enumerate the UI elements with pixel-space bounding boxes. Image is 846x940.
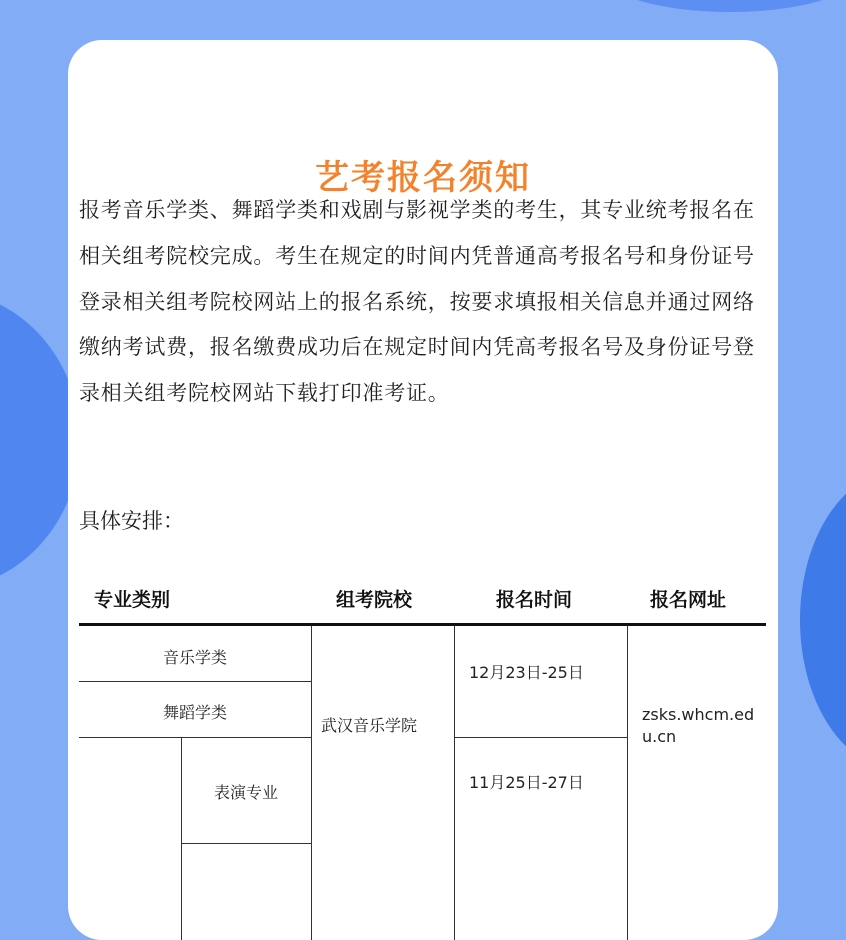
page-title: 艺考报名须知 bbox=[315, 158, 531, 198]
notice-card bbox=[68, 40, 778, 940]
grid-line bbox=[79, 737, 311, 738]
grid-line bbox=[181, 737, 182, 940]
header-time: 报名时间 bbox=[496, 589, 573, 611]
header-school: 组考院校 bbox=[336, 589, 413, 611]
category-dance: 舞蹈学类 bbox=[162, 703, 227, 722]
grid-line bbox=[311, 626, 312, 940]
grid-line bbox=[627, 626, 628, 940]
grid-line bbox=[454, 626, 455, 940]
grid-line bbox=[181, 843, 311, 844]
registration-time-2: 11月25日-27日 bbox=[469, 773, 584, 792]
grid-line bbox=[79, 681, 311, 682]
decorative-circle-right bbox=[800, 470, 846, 770]
header-category: 专业类别 bbox=[94, 589, 171, 611]
category-performance: 表演专业 bbox=[213, 783, 278, 802]
grid-line bbox=[454, 737, 627, 738]
registration-time-1: 12月23日-25日 bbox=[469, 663, 584, 682]
decorative-circle-top bbox=[600, 0, 846, 12]
school-name: 武汉音乐学院 bbox=[321, 716, 418, 735]
category-music: 音乐学类 bbox=[162, 648, 227, 667]
header-url: 报名网址 bbox=[650, 589, 727, 611]
registration-url[interactable]: zsks.whcm.edu.cn bbox=[642, 705, 755, 746]
intro-paragraph: 报考音乐学类、舞蹈学类和戏剧与影视学类的考生，其专业统考报名在相关组考院校完成。考生在规定的时间内凭普通高考报名号和身份证号登录相关组考院校网站上的报名系统，按要求填报相关信息并通过网络缴纳考试费，报名缴费成功后在规定时间内凭高考报名号及身份证号登录相关组考院校网站下载打印准考证。 bbox=[79, 198, 755, 406]
header-rule bbox=[79, 623, 766, 626]
arrangement-label: 具体安排： bbox=[79, 509, 184, 533]
